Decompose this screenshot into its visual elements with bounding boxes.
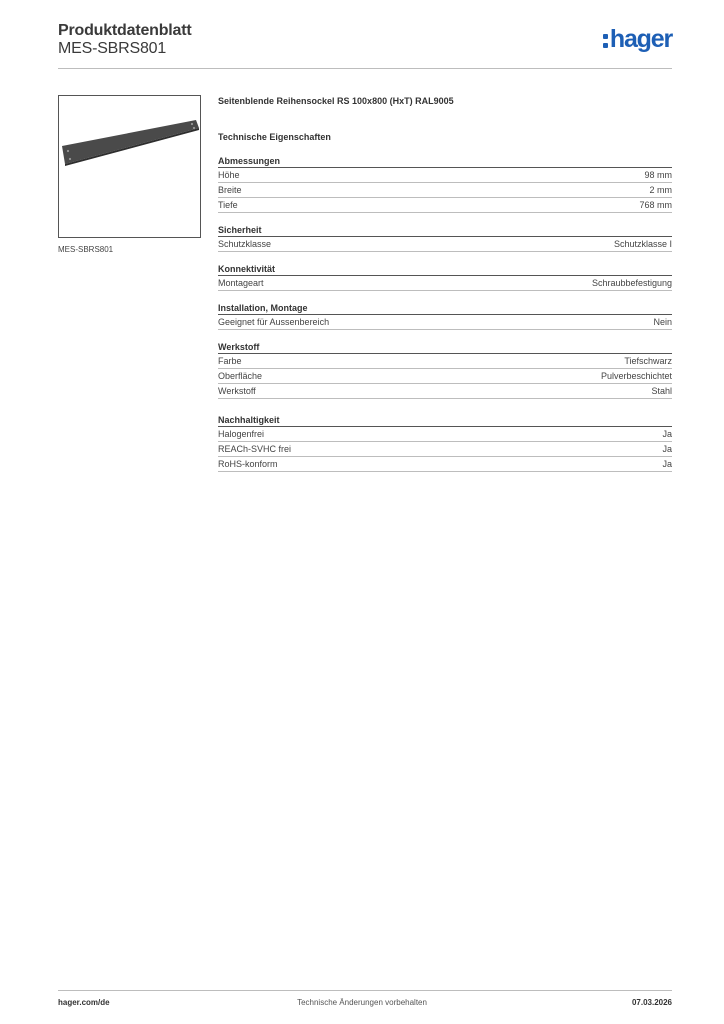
property-label: Geeignet für Aussenbereich bbox=[218, 317, 330, 327]
header-divider bbox=[58, 68, 672, 69]
product-name: Seitenblende Reihensockel RS 100x800 (HxT) RAL9005 bbox=[218, 96, 454, 106]
property-value: 98 mm bbox=[644, 170, 672, 180]
section-title: Konnektivität bbox=[218, 263, 672, 276]
property-value: Tiefschwarz bbox=[624, 356, 672, 366]
property-row bbox=[218, 276, 672, 291]
property-label: Höhe bbox=[218, 170, 240, 180]
property-value: Stahl bbox=[651, 386, 672, 396]
property-row bbox=[218, 183, 672, 198]
section-title: Abmessungen bbox=[218, 155, 672, 168]
product-details bbox=[218, 94, 672, 472]
property-row bbox=[218, 237, 672, 252]
logo-dots-icon bbox=[603, 34, 608, 48]
property-row bbox=[218, 384, 672, 399]
footer-divider bbox=[58, 990, 672, 991]
section-title: Sicherheit bbox=[218, 224, 672, 237]
property-label: Montageart bbox=[218, 278, 264, 288]
technical-properties-heading: Technische Eigenschaften bbox=[218, 132, 331, 142]
footer-disclaimer: Technische Änderungen vorbehalten bbox=[297, 998, 427, 1007]
property-value: Ja bbox=[662, 429, 672, 439]
section-dimensions bbox=[218, 155, 672, 213]
property-label: Oberfläche bbox=[218, 371, 263, 381]
section-material bbox=[218, 341, 672, 399]
property-row bbox=[218, 457, 672, 472]
property-value: 768 mm bbox=[639, 200, 672, 210]
product-panel-icon bbox=[59, 96, 200, 237]
property-value: Schraubbefestigung bbox=[591, 278, 672, 288]
logo-text: hager bbox=[609, 25, 672, 53]
section-safety bbox=[218, 224, 672, 252]
property-value: Ja bbox=[662, 459, 672, 469]
hager-logo[interactable] bbox=[603, 26, 672, 52]
image-caption: MES-SBRS801 bbox=[58, 245, 114, 254]
section-connectivity bbox=[218, 263, 672, 291]
document-subtitle: MES-SBRS801 bbox=[58, 40, 167, 57]
section-sustainability bbox=[218, 414, 672, 472]
property-row bbox=[218, 315, 672, 330]
footer-website-link[interactable]: hager.com/de bbox=[58, 998, 110, 1007]
property-row bbox=[218, 354, 672, 369]
property-label: Farbe bbox=[218, 356, 242, 366]
property-label: Halogenfrei bbox=[218, 429, 265, 439]
property-label: REACh-SVHC frei bbox=[218, 444, 292, 454]
property-row bbox=[218, 168, 672, 183]
page-header bbox=[58, 22, 672, 69]
section-title: Installation, Montage bbox=[218, 302, 672, 315]
section-title: Nachhaltigkeit bbox=[218, 414, 672, 427]
property-value: Schutzklasse I bbox=[613, 239, 672, 249]
property-label: Schutzklasse bbox=[218, 239, 272, 249]
property-value: 2 mm bbox=[649, 185, 672, 195]
property-label: Breite bbox=[218, 185, 242, 195]
document-title: Produktdatenblatt bbox=[58, 22, 192, 39]
product-image bbox=[58, 95, 201, 238]
property-label: RoHS-konform bbox=[218, 459, 278, 469]
property-row bbox=[218, 198, 672, 213]
property-value: Pulverbeschichtet bbox=[600, 371, 672, 381]
property-row bbox=[218, 442, 672, 457]
property-label: Werkstoff bbox=[218, 386, 256, 396]
property-row bbox=[218, 427, 672, 442]
property-value: Nein bbox=[653, 317, 672, 327]
section-installation bbox=[218, 302, 672, 330]
footer-date: 07.03.2026 bbox=[631, 998, 672, 1007]
section-title: Werkstoff bbox=[218, 341, 672, 354]
property-value: Ja bbox=[662, 444, 672, 454]
property-row bbox=[218, 369, 672, 384]
property-label: Tiefe bbox=[218, 200, 238, 210]
